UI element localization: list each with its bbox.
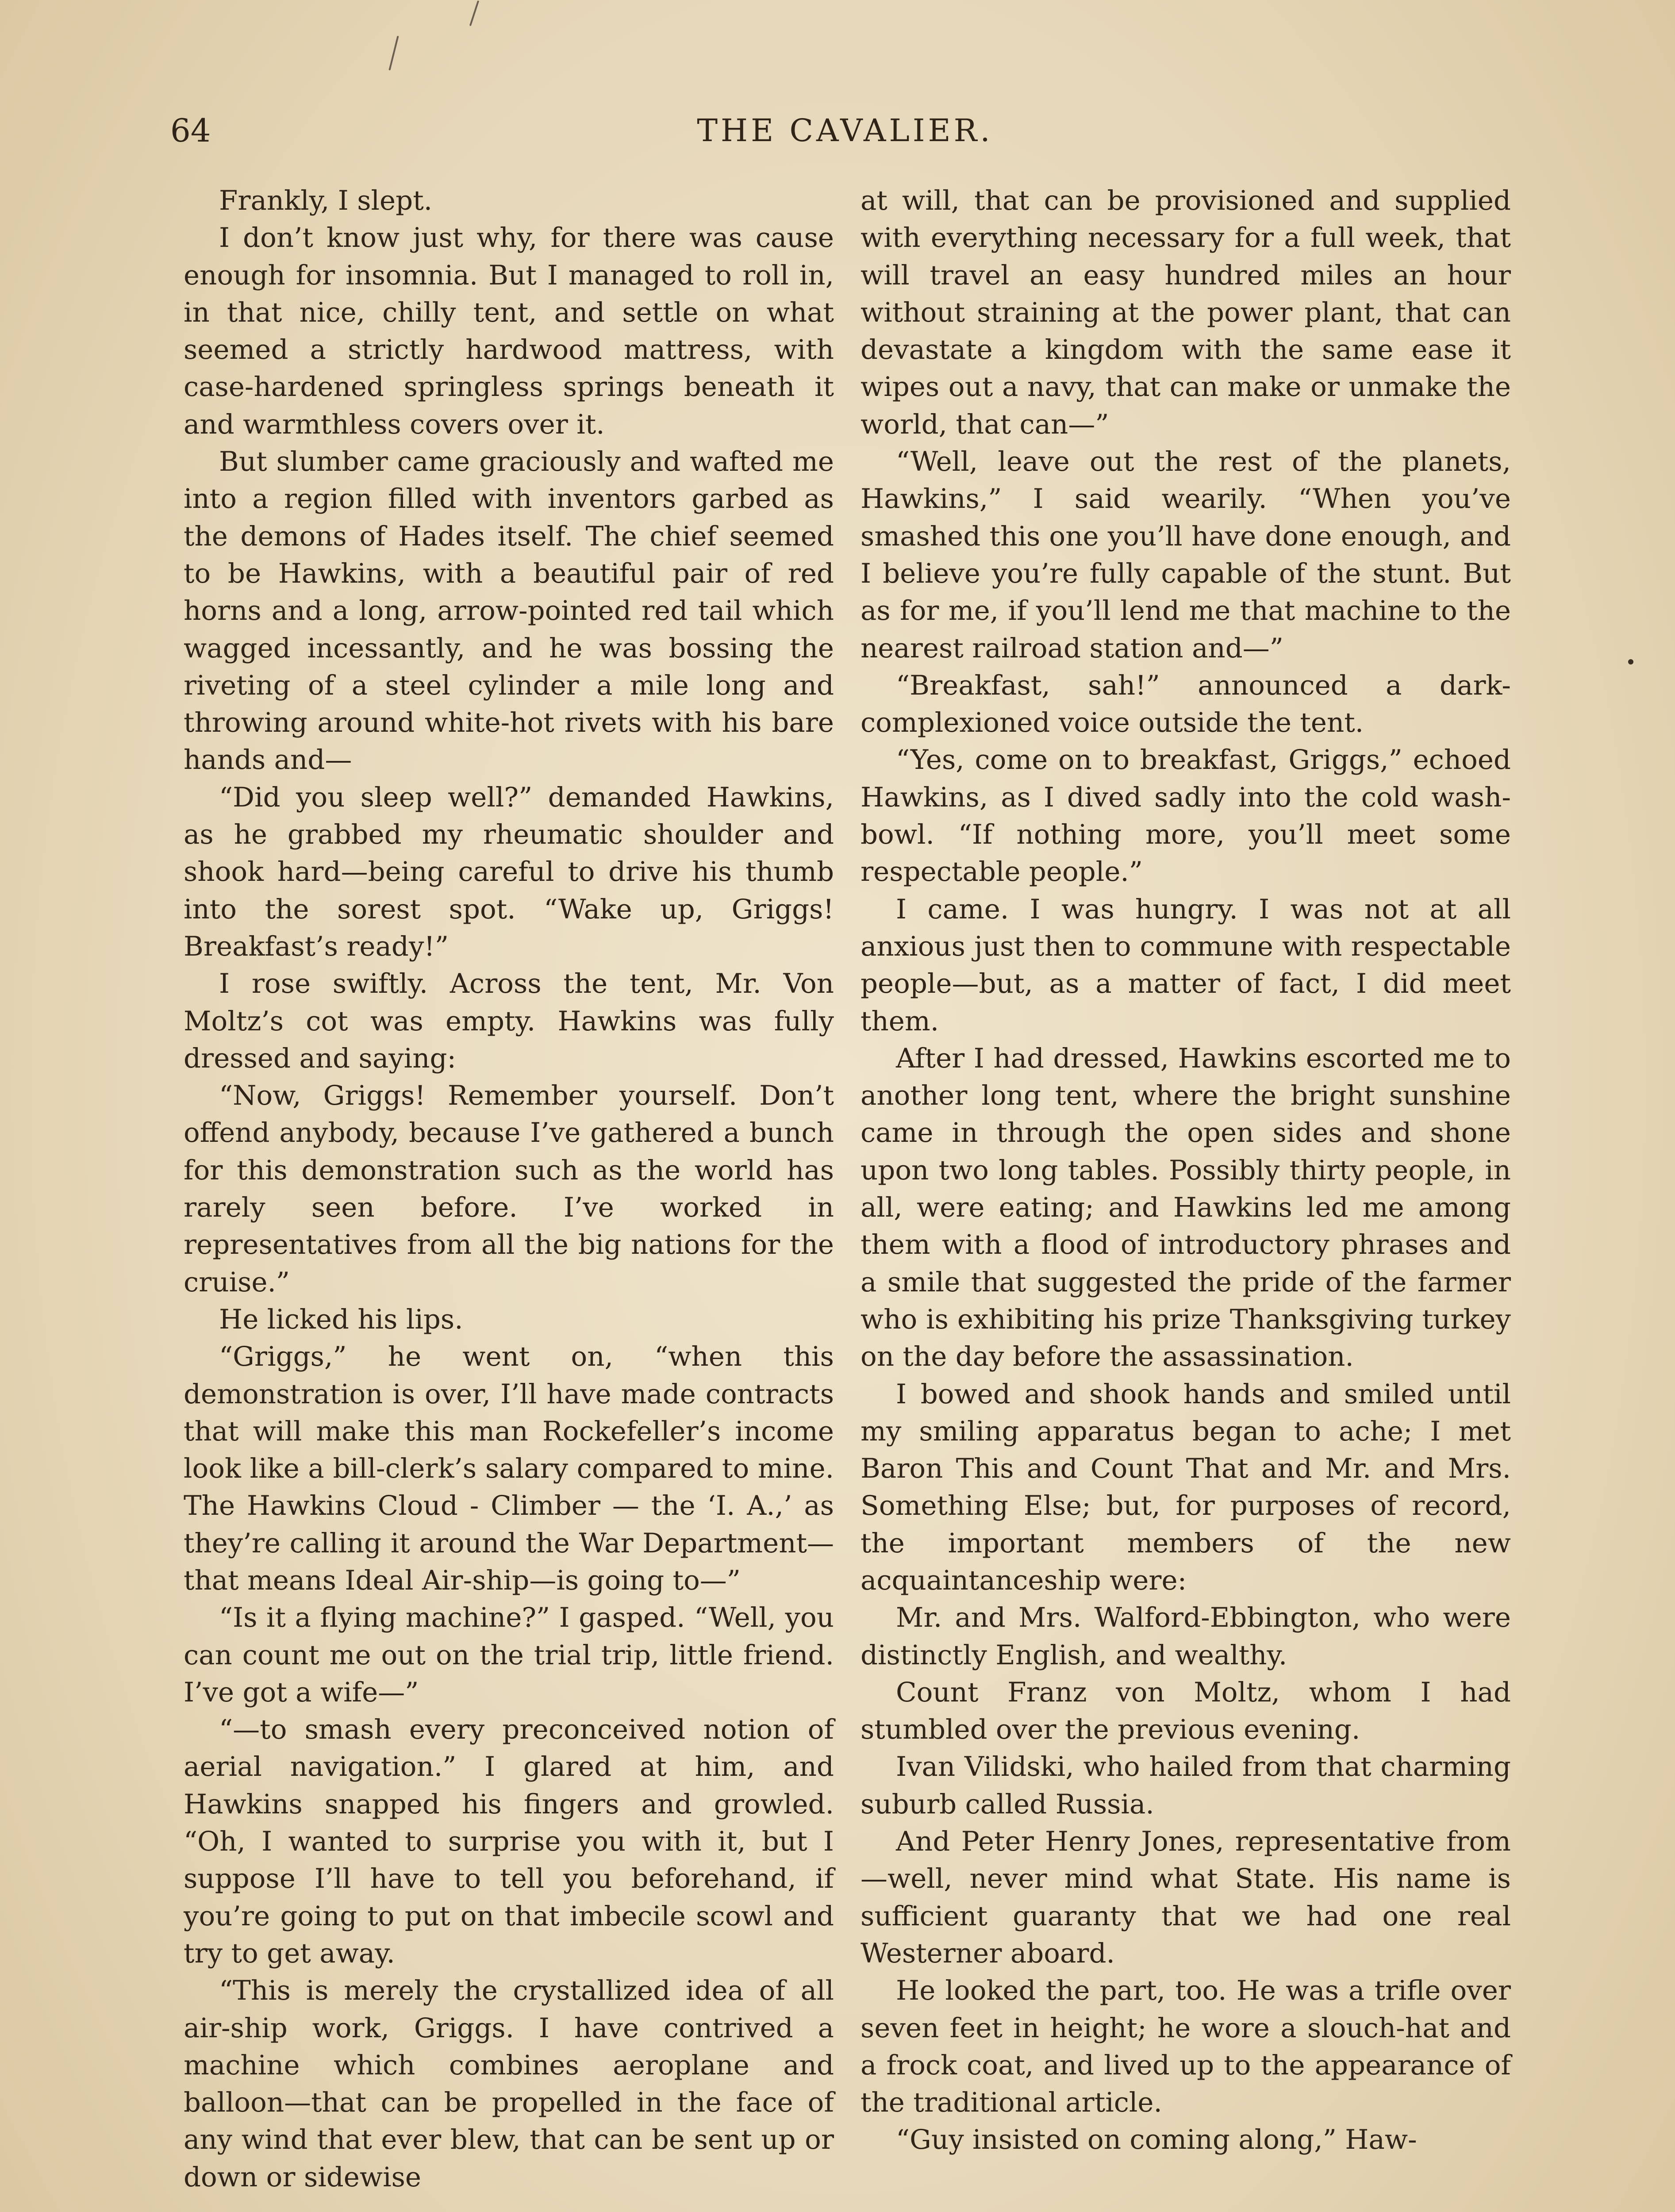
magazine-title: THE CAVALIER. — [697, 112, 993, 149]
paragraph: After I had dressed, Hawkins escorted me to another long tent, where the bright sunshine came in through the open sides and shone upon two long tables. Possibly thirty people, in all, were eating; and Hawkins led me among them with a flood of introductory phrases and a smile that suggested the pride of the farmer who is exhibiting his prize Thanksgiving turkey on the day before the assassination. — [861, 1042, 1511, 1373]
paragraph: Frankly, I slept. — [219, 185, 433, 216]
ink-spot — [1628, 659, 1633, 664]
paragraph: “Breakfast, sah!” announced a dark-complexioned voice outside the tent. — [861, 669, 1511, 739]
left-column — [184, 182, 834, 2196]
pencil-mark — [388, 36, 399, 71]
page-header — [170, 108, 1520, 153]
paragraph: And Peter Henry Jones, representative from—well, never mind what State. His name is sufficient guaranty that we had one real Westerner aboard. — [861, 1826, 1511, 1969]
paragraph: “This is merely the crystallized idea of all air-ship work, Griggs. I have contrived a machine which combines aeroplane and balloon—that can be propelled in the face of any wind that ever blew, that can be sent up or down or sidewise — [184, 1975, 834, 2193]
paragraph: “Guy insisted on coming along,” Haw- — [896, 2124, 1417, 2156]
paragraph: I came. I was hungry. I was not at all anxious just then to commune with respectable people—but, as a matter of fact, I did meet them. — [861, 893, 1511, 1037]
right-column — [861, 182, 1511, 2159]
pencil-mark — [469, 0, 479, 26]
paragraph: I bowed and shook hands and smiled until my smiling apparatus began to ache; I met Baron This and Count That and Mr. and Mrs. Something Else; but, for purposes of record, the important members of the new acquaintanceship were: — [861, 1378, 1511, 1596]
page-number: 64 — [170, 112, 211, 149]
paragraph: I don’t know just why, for there was cause enough for insomnia. But I managed to roll in, in that nice, chilly tent, and settle on what seemed a strictly hardwood mattress, with case-hardened springless springs beneath it and warmthless covers over it. — [184, 222, 834, 440]
paragraph: “Now, Griggs! Remember yourself. Don’t offend anybody, because I’ve gathered a bunch for this demonstration such as the world has rarely seen before. I’ve worked in representatives from all the big nations for the cruise.” — [184, 1080, 834, 1298]
paragraph: “Did you sleep well?” demanded Hawkins, as he grabbed my rheumatic shoulder and shook hard—being careful to drive his thumb into the sorest spot. “Wake up, Griggs! Breakfast’s ready!” — [184, 781, 834, 962]
paragraph: He looked the part, too. He was a trifle over seven feet in height; he wore a slouch-hat and a frock coat, and lived up to the appearance of the traditional article. — [861, 1975, 1511, 2119]
paragraph: He licked his lips. — [219, 1303, 463, 1335]
paragraph: Mr. and Mrs. Walford-Ebbington, who were distinctly English, and wealthy. — [861, 1602, 1511, 1671]
paragraph: “Griggs,” he went on, “when this demonstration is over, I’ll have made contracts that will make this man Rockefeller’s income look like a bill-clerk’s salary compared to mine. The Hawkins Cloud - Climber — the ‘I. A.,’ as they’re calling it around the War Department—that means Ideal Air-ship—is going to—” — [184, 1341, 834, 1596]
paragraph: But slumber came graciously and wafted me into a region filled with inventors garbed as the demons of Hades itself. The chief seemed to be Hawkins, with a beautiful pair of red horns and a long, arrow-pointed red tail which wagged incessantly, and he was bossing the riveting of a steel cylinder a mile long and throwing around white-hot rivets with his bare hands and— — [184, 446, 834, 776]
paragraph: “—to smash every preconceived notion of aerial navigation.” I glared at him, and Hawkins snapped his fingers and growled. “Oh, I wanted to surprise you with it, but I suppose I’ll have to tell you beforehand, if you’re going to put on that imbecile scowl and try to get away. — [184, 1714, 834, 1969]
paragraph: “Is it a flying machine?” I gasped. “Well, you can count me out on the trial trip, little friend. I’ve got a wife—” — [184, 1602, 834, 1708]
paragraph: Ivan Vilidski, who hailed from that charming suburb called Russia. — [861, 1751, 1511, 1820]
paragraph: Count Franz von Moltz, whom I had stumbled over the previous evening. — [861, 1676, 1511, 1746]
paragraph: “Well, leave out the rest of the planets, Hawkins,” I said wearily. “When you’ve smashed this one you’ll have done enough, and I believe you’re fully capable of the stunt. But as for me, if you’ll lend me that machine to the nearest railroad station and—” — [861, 446, 1511, 664]
paragraph: I rose swiftly. Across the tent, Mr. Von Moltz’s cot was empty. Hawkins was fully dressed and saying: — [184, 968, 834, 1074]
paragraph: at will, that can be provisioned and supplied with everything necessary for a full week, that will travel an easy hundred miles an hour without straining at the power plant, that can devastate a kingdom with the same ease it wipes out a navy, that can make or unmake the world, that can—” — [861, 185, 1511, 440]
paragraph: “Yes, come on to breakfast, Griggs,” echoed Hawkins, as I dived sadly into the cold wash-bowl. “If nothing more, you’ll meet some respectable people.” — [861, 744, 1511, 888]
